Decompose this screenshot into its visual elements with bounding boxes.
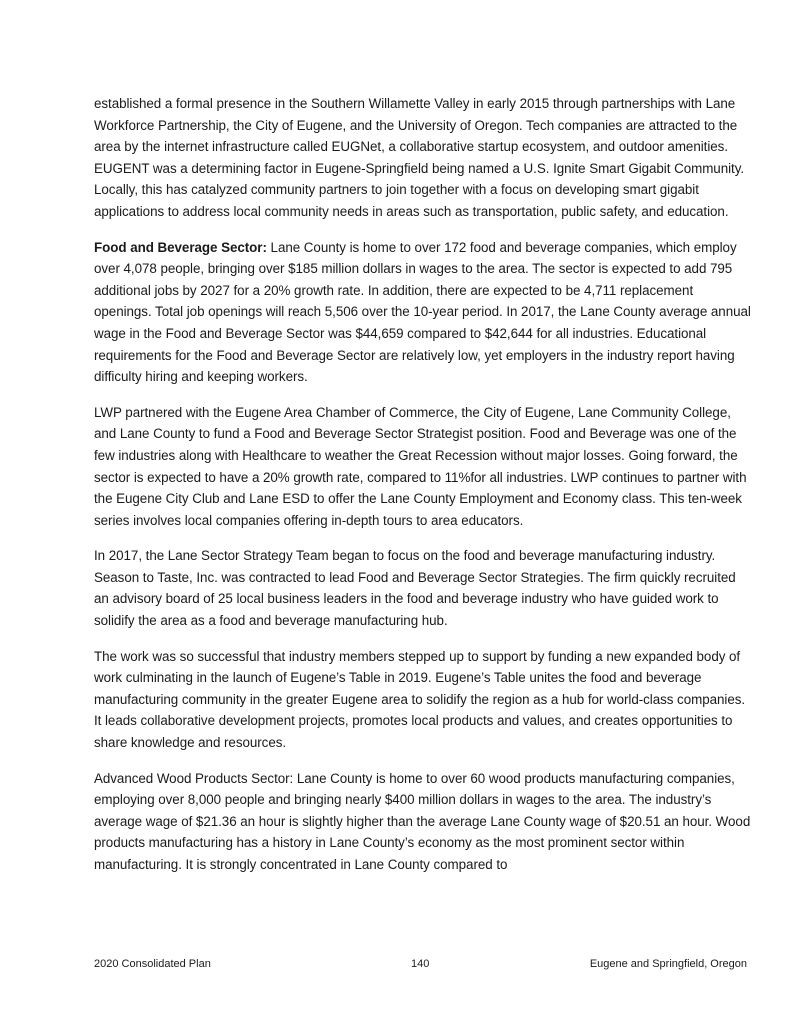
footer-location: Eugene and Springfield, Oregon — [589, 958, 747, 970]
paragraph-text: established a formal presence in the Southern Willamette Valley in early 2015 through partnerships with Lane Workforce Partnership, the City of Eugene, and the University of Oregon. Tech companies are attracted to the area by the internet infrastructure called EUGNet, a collaborative startup ecosystem, and outdoor amenities. EUGENT was a determining factor in Eugene-Springfield being named a U.S. Ignite Smart Gigabit Community. Locally, this has catalyzed community partners to join together with a focus on developing smart gigabit applications to address local community needs in areas such as transportation, public safety, and education. — [94, 96, 745, 219]
paragraph-text: Advanced Wood Products Sector: Lane County is home to over 60 wood products manufacturing companies, employing over 8,000 people and bringing nearly $400 million dollars in wages to the area. The industry’s average wage of $21.36 an hour is slightly higher than the average Lane County wage of $20.51 an hour. Wood products manufacturing has a history in Lane County’s economy as the most prominent sector within manufacturing. It is strongly concentrated in Lane County compared to — [94, 770, 751, 872]
paragraph-sector-strategy-team — [94, 545, 754, 631]
paragraph-tech-sector — [94, 93, 754, 223]
paragraph-lwp-partnership — [94, 402, 754, 532]
paragraph-text: In 2017, the Lane Sector Strategy Team began to focus on the food and beverage manufacturing industry. Season to Taste, Inc. was contracted to lead Food and Beverage Sector Strategies. The firm quickly recruited an advisory board of 25 local business leaders in the food and beverage industry who have guided work to solidify the area as a food and beverage manufacturing hub. — [94, 548, 736, 629]
paragraph-text: LWP partnered with the Eugene Area Chamber of Commerce, the City of Eugene, Lane Community College, and Lane County to fund a Food and Beverage Sector Strategist position. Food and Beverage was one of the few industries along with Healthcare to weather the Great Recession without major losses. Going forward, the sector is expected to have a 20% growth rate, compared to 11%for all industries. LWP continues to partner with the Eugene City Club and Lane ESD to offer the Lane County Employment and Economy class. This ten-week series involves local companies offering in-depth tours to area educators. — [94, 404, 747, 528]
paragraph-text: Lane County is home to over 172 food and beverage companies, which employ over 4,078 people, bringing over $185 million dollars in wages to the area. The sector is expected to add 795 additional jobs by 2027 for a 20% growth rate. In addition, there are expected to be 4,711 replacement openings. Total job openings will reach 5,506 over the 10-year period. In 2017, the Lane County average annual wage in the Food and Beverage Sector was $44,659 compared to $42,644 for all industries. Educational requirements for the Food and Beverage Sector are relatively low, yet employers in the industry report having difficulty hiring and keeping workers. — [94, 239, 751, 385]
footer-document-title: 2020 Consolidated Plan — [94, 958, 211, 970]
paragraph-eugenes-table — [94, 646, 754, 754]
paragraph-food-beverage-sector — [94, 237, 754, 388]
footer-page-number: 140 — [411, 958, 430, 970]
page-footer — [94, 958, 747, 974]
section-heading-food-beverage: Food and Beverage Sector: — [94, 239, 267, 255]
document-body — [94, 93, 754, 890]
paragraph-text: The work was so successful that industry members stepped up to support by funding a new expanded body of work culminating in the launch of Eugene’s Table in 2019. Eugene’s Table unites the food and beverage manufacturing community in the greater Eugene area to solidify the region as a hub for world-class companies. It leads collaborative development projects, promotes local products and values, and creates opportunities to share knowledge and resources. — [94, 648, 746, 751]
paragraph-wood-products-sector — [94, 768, 754, 876]
